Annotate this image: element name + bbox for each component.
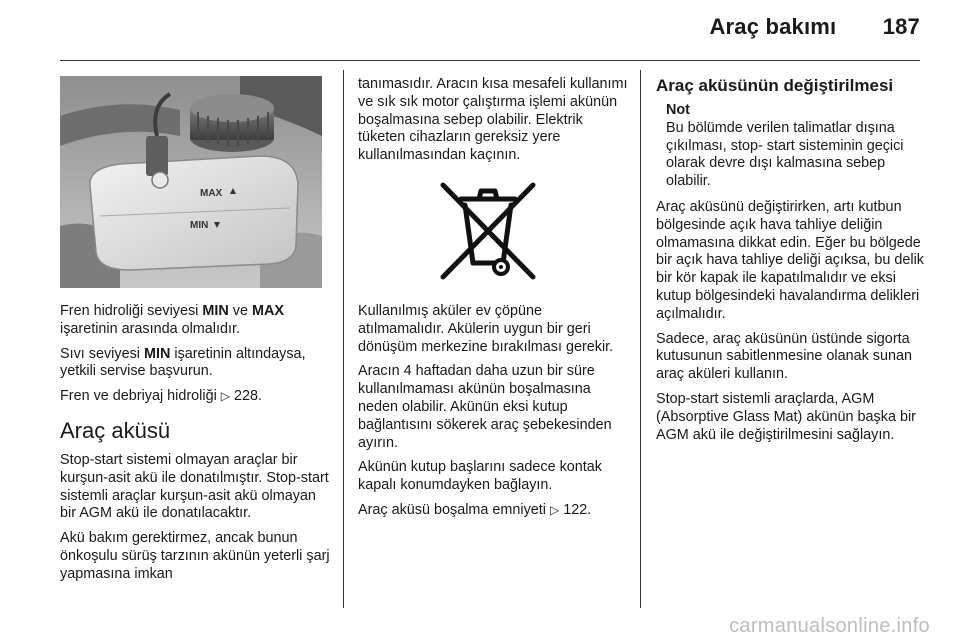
min-term: MIN [143,345,171,362]
header-title: Araç bakımı [709,14,837,39]
paragraph [60,346,330,382]
paragraph [358,502,628,520]
paragraph: Aracın 4 haftadan daha uzun bir süre kullanılmaması akünün boşalmasına neden olabilir. Akünün eksi kutup bağlantısını sökerek araç şebekesinden ayırın. [358,363,612,451]
text-run: Fren hidroliği seviyesi [60,303,203,319]
text-run: ve [228,303,252,319]
text-run: Sıvı seviyesi [60,345,144,362]
header-rule [60,60,920,61]
max-mark-label: MAX [200,188,223,199]
paragraph [60,388,330,406]
page-number: 187 [882,14,920,39]
subsection-title: Araç aküsünün değiştirilmesi [656,76,894,95]
paragraph: tanımasıdır. Aracın kısa mesafeli kullanımı ve sık sık motor çalıştırma işlemi akünün boşalmasına sebep olabilir. Elektrik tüketen cihazların gereksiz yere kullanılmasından kaçının. [358,76,628,164]
max-term: MAX [251,303,284,319]
watermark: carmanualsonline.info [729,615,930,637]
paragraph: Akünün kutup başlarını sadece kontak kapalı konumdayken bağlayın. [358,459,603,494]
brake-fluid-reservoir-photo [60,76,322,288]
crossed-out-bin-icon [435,179,541,283]
column-divider [640,70,641,608]
column-1-text [60,303,330,591]
page-reference-icon: ▷ [549,502,560,517]
paragraph: Kullanılmış aküler ev çöpüne atılmamalıdır. Akülerin uygun bir geri dönüşüm merkezine bırakılması gerekir. [358,302,614,355]
bin-icon-wrap [348,179,628,283]
paragraph: Akü bakım gerektirmez, ancak bunun önkoşulu sürüş tarzının akünün yeterli şarj yapmasına imkan [60,530,330,582]
text-run: Fren ve debriyaj hidroliği [60,388,221,405]
note-block [666,102,926,191]
min-term: MIN [202,303,229,319]
page-reference-link[interactable]: 228. [234,388,263,405]
paragraph: Sadece, araç aküsünün üstünde sigorta kutusunun sabitlenmesine olanak sunan araç aküleri kullanın. [656,330,913,383]
paragraph: Stop-start sistemli araçlarda, AGM (Absorptive Glass Mat) akünün başka bir AGM akü ile değiştirilmesini sağlayın. [656,390,916,443]
column-3-text [656,76,926,451]
min-mark-label: MIN [190,220,209,231]
page-header [709,14,920,40]
page-reference-icon: ▷ [220,389,231,404]
text-run: Araç aküsü boşalma emniyeti [358,501,550,518]
paragraph [60,303,330,339]
note-label: Not [666,102,690,118]
column-2-text [358,76,628,527]
column-divider [343,70,344,608]
section-title: Araç aküsü [60,417,171,443]
text-run: işaretinin altındaysa, yetkili servise başvurun. [60,345,306,380]
paragraph: Araç aküsünü değiştirirken, artı kutbun bölgesinde açık hava tahliye deliğin olmamasına dikkat edin. Eğer bu bölgede bir açık hava tahliye deliği açıksa, bu delik bir kör kapak ile kapatılmalıdır ve eksi kutup bölgesindeki havalandırma delikleri açılmalıdır. [656,198,924,322]
text-run: işaretinin arasında olmalıdır. [60,320,240,337]
note-text: Bu bölümde verilen talimatlar dışına çıkılması, stop- start sisteminin geçici olarak devre dışı kalmasına sebep olabilir. [666,119,904,190]
page-reference-link[interactable]: 122. [563,501,592,518]
paragraph: Stop-start sistemi olmayan araçlar bir kurşun-asit akü ile donatılmıştır. Stop-start sistemli araçlar kurşun-asit akü olmayan bir AGM akü ile donatılacaktır. [60,451,329,522]
